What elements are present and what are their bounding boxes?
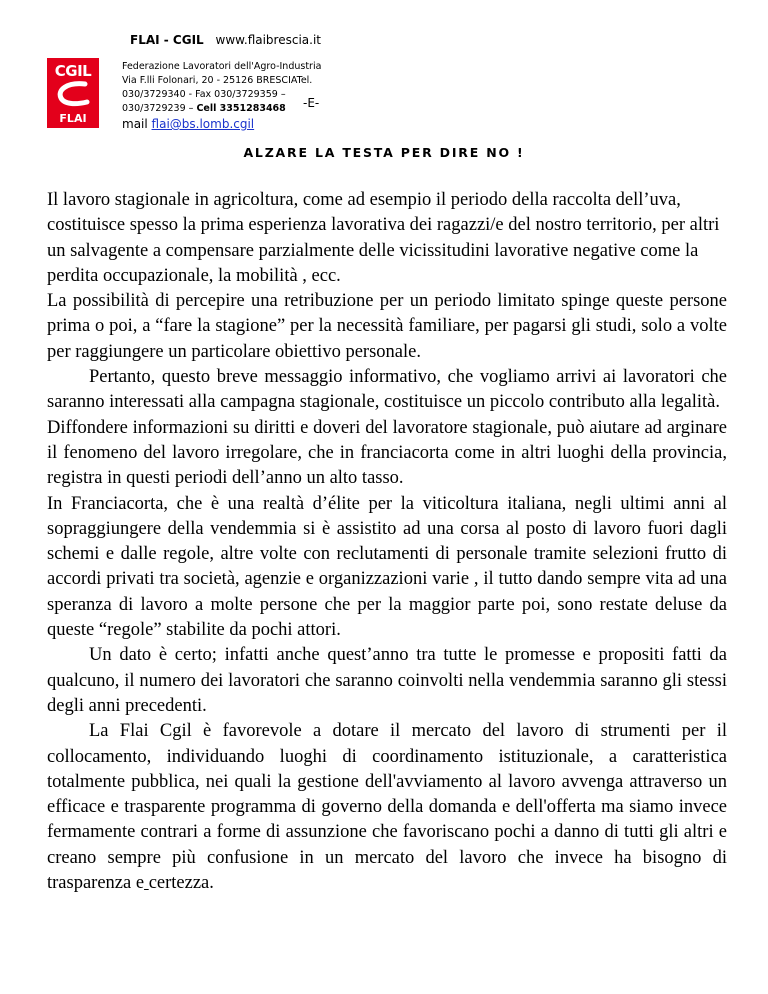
document-body — [47, 188, 727, 896]
cgil-flai-logo — [47, 58, 99, 128]
cell-number: Cell 3351283468 — [196, 103, 286, 114]
org-name: FLAI - CGIL — [130, 33, 204, 47]
paragraph-7-text: La Flai Cgil è favorevole a dotare il mercato del lavoro di strumenti per il collocamento, individuando luoghi di coordinamento istituzionale, a caratteristica totalmente pubblica, nei quali la gestione dell'avviamento al lavoro avvenga attraverso un efficace e trasparente programma di governo della domanda e dell'offerta ma siamo invece fermamente contrari a forme di assunzione che favoriscano pochi a danno di tutti gli altri e creano sempre più confusione in un mercato del lavoro che invece ha bisogno di trasparenza e — [47, 721, 727, 894]
email-prefix: -E- — [303, 96, 320, 110]
contact-line-4 — [122, 102, 321, 116]
paragraph-7 — [47, 719, 727, 896]
paragraph-4: Diffondere informazioni su diritti e doveri del lavoratore stagionale, può aiutare ad arginare il fenomeno del lavoro irregolare, che in franciacorta come in altri luoghi della provincia, registra in questi periodi dell’anno un alto tasso. — [47, 417, 727, 489]
paragraph-6: Un dato è certo; infatti anche quest’anno tra tutte le promesse e propositi fatti da qualcuno, il numero dei lavoratori che saranno coinvolti nella vendemmia saranno gli stessi degli anni precedenti. — [47, 645, 727, 716]
mail-label: mail — [122, 117, 152, 131]
contact-line-2: Via F.lli Folonari, 20 - 25126 BRESCIATel. — [122, 75, 313, 86]
paragraph-1: Il lavoro stagionale in agricoltura, come ad esempio il periodo della raccolta dell’uva, costituisce spesso la prima esperienza lavorativa dei ragazzi/e del nostro territorio, per altri un salvagente a compensare parzialmente delle vicissitudini lavorative negative come la perdita occupazionale, la mobilità , ecc. — [47, 190, 720, 286]
website-link[interactable]: www.flaibrescia.it — [215, 33, 321, 47]
document-title: ALZARE LA TESTA PER DIRE NO ! — [243, 145, 525, 160]
logo-top-text: CGIL — [54, 62, 92, 80]
paragraph-7-last-word: certezza. — [148, 873, 214, 894]
contact-line-3: 030/3729340 - Fax 030/3729359 – — [122, 89, 286, 100]
logo-bottom-text: FLAI — [59, 112, 87, 125]
contact-block — [122, 60, 321, 131]
letterhead-top — [130, 33, 321, 47]
email-link[interactable]: flai@bs.lomb.cgil — [151, 117, 255, 131]
paragraph-2: La possibilità di percepire una retribuzione per un periodo limitato spinge queste persone prima o poi, a “fare la stagione” per la necessità familiare, per pagarsi gli studi, solo a volte per raggiungere un particolare obiettivo personale. — [47, 291, 727, 362]
paragraph-5: In Franciacorta, che è una realtà d’élite per la viticoltura italiana, negli ultimi anni al sopraggiungere della vendemmia si è assistito ad una corsa al posto di lavoro fuori dagli schemi e dalle regole, altre volte con reclutamenti di personale tramite selezioni frutto di accordi privati tra società, agenzie e organizzazioni varie , il tutto dando sempre vita ad una speranza di lavoro a molte persone che per la maggior parte poi, sono restate deluse da queste “regole” stabilite da pochi attori. — [47, 493, 727, 641]
paragraph-3: Pertanto, questo breve messaggio informativo, che vogliamo arrivi ai lavoratori che saranno interessati alla campagna stagionale, costituisce un piccolo contributo alla legalità. — [47, 367, 727, 413]
phone-number: 030/3729239 – — [122, 103, 197, 114]
logo-swoosh-icon — [53, 80, 93, 108]
contact-line-1: Federazione Lavoratori dell'Agro-Industria — [122, 61, 322, 72]
